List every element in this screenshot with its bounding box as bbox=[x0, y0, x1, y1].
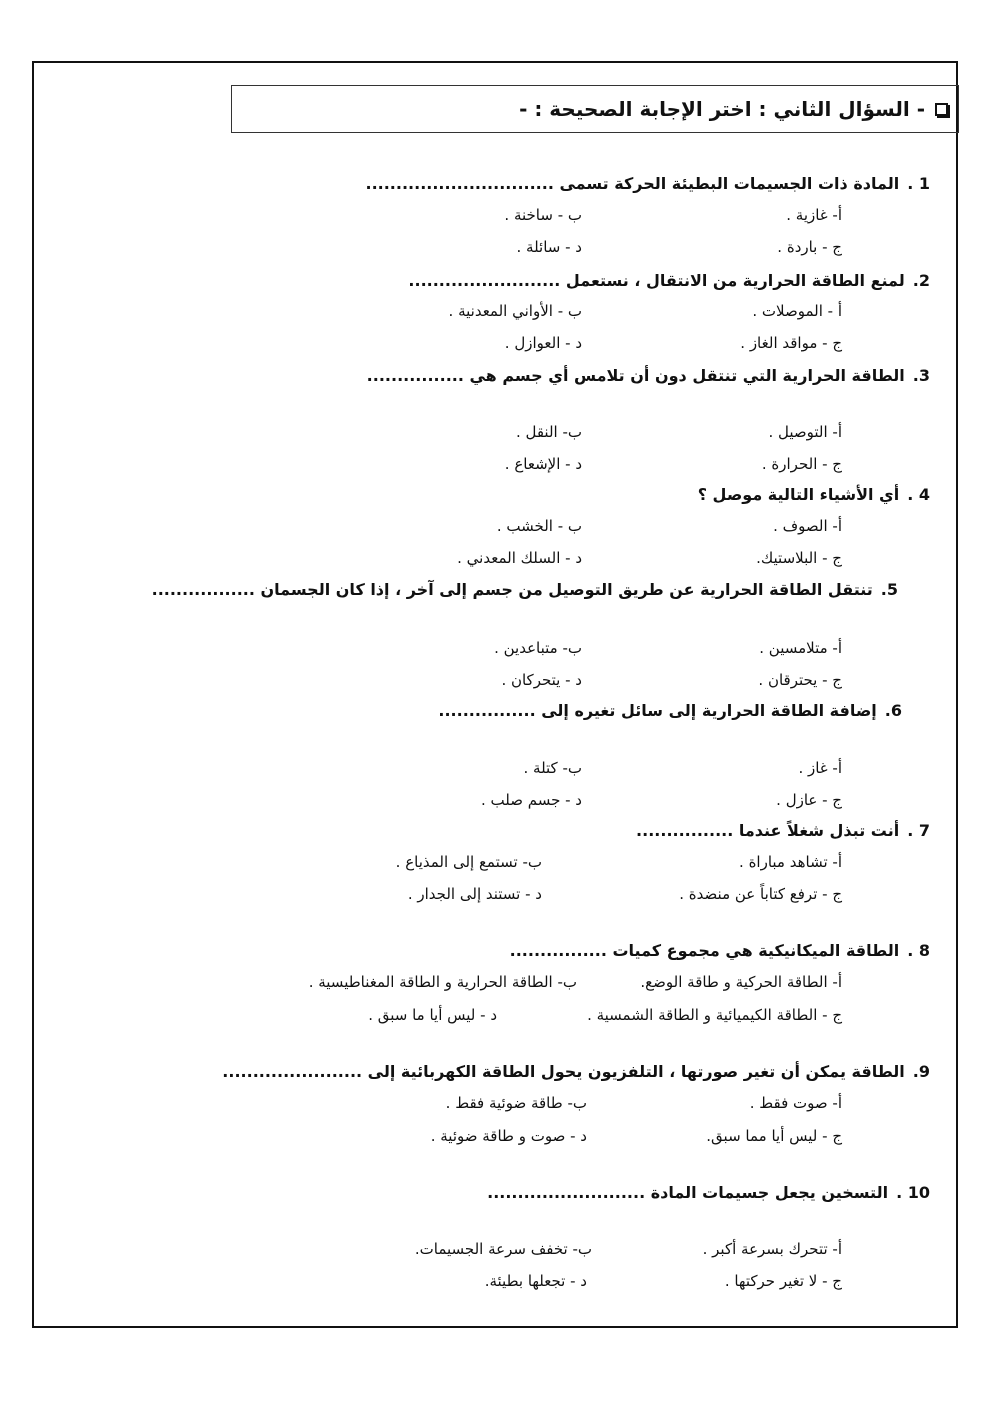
option-c[interactable]: ج - يحترقان . bbox=[758, 671, 842, 689]
option-b[interactable]: ب- طاقة ضوئية فقط . bbox=[445, 1094, 587, 1112]
option-a[interactable]: أ- الصوف . bbox=[773, 517, 842, 535]
option-c[interactable]: ج - البلاستيك. bbox=[756, 549, 842, 567]
option-a[interactable]: أ - الموصلات . bbox=[752, 302, 842, 320]
section-header bbox=[231, 85, 959, 133]
option-a[interactable]: أ- صوت فقط . bbox=[749, 1094, 842, 1112]
question-7 bbox=[636, 821, 930, 840]
option-b[interactable]: ب- متباعدين . bbox=[494, 639, 582, 657]
question-text: تنتقل الطاقة الحرارية عن طريق التوصيل من جسم إلى آخر ، إذا كان الجسمان ................. bbox=[151, 580, 873, 599]
question-number: 9. bbox=[912, 1062, 930, 1081]
checkbox-icon bbox=[935, 103, 948, 116]
option-d[interactable]: د - يتحركان . bbox=[501, 671, 582, 689]
question-number: 7 . bbox=[907, 821, 930, 840]
question-4 bbox=[698, 485, 930, 504]
question-number: 8 . bbox=[907, 941, 930, 960]
option-a[interactable]: أ- التوصيل . bbox=[768, 423, 842, 441]
question-text: الطاقة الميكانيكية هي مجموع كميات ................ bbox=[509, 941, 900, 960]
question-number: 2. bbox=[912, 271, 930, 290]
option-a[interactable]: أ- الطاقة الحركية و طاقة الوضع. bbox=[640, 973, 842, 991]
question-number: 1 . bbox=[907, 174, 930, 193]
option-b[interactable]: ب - ساخنة . bbox=[504, 206, 582, 224]
option-a[interactable]: أ- متلامسين . bbox=[759, 639, 842, 657]
option-b[interactable]: ب- الطاقة الحرارية و الطاقة المغناطيسية . bbox=[308, 973, 577, 991]
question-text: المادة ذات الجسيمات البطيئة الحركة تسمى ............................... bbox=[365, 174, 900, 193]
option-d[interactable]: د - ليس أيا ما سبق . bbox=[368, 1006, 497, 1024]
option-a[interactable]: أ- غاز . bbox=[798, 759, 842, 777]
option-c[interactable]: ج - عازل . bbox=[776, 791, 842, 809]
option-a[interactable]: أ- تتحرك بسرعة أكبر . bbox=[702, 1240, 842, 1258]
question-2 bbox=[408, 271, 930, 290]
option-c[interactable]: ج - ترفع كتاباً عن منضدة . bbox=[679, 885, 842, 903]
option-c[interactable]: ج - لا تغير حركتها . bbox=[724, 1272, 842, 1290]
option-c[interactable]: ج - الحرارة . bbox=[761, 455, 842, 473]
option-b[interactable]: ب - الأواني المعدنية . bbox=[448, 302, 582, 320]
option-c[interactable]: ج - ليس أيا مما سبق. bbox=[706, 1127, 842, 1145]
question-text: الطاقة الحرارية التي تنتقل دون أن تلامس أي جسم هي ................ bbox=[366, 366, 905, 385]
option-c[interactable]: ج - باردة . bbox=[777, 238, 842, 256]
question-3 bbox=[367, 366, 930, 385]
option-d[interactable]: د - الإشعاع . bbox=[504, 455, 582, 473]
option-c[interactable]: ج - مواقد الغاز . bbox=[740, 334, 842, 352]
option-b[interactable]: ب- تستمع إلى المذياع . bbox=[395, 853, 542, 871]
option-d[interactable]: د - تستند إلى الجدار . bbox=[407, 885, 542, 903]
question-text: إضافة الطاقة الحرارية إلى سائل تغيره إلى ................ bbox=[438, 701, 877, 720]
question-text: الطاقة يمكن أن تغير صورتها ، التلفزيون يحول الطاقة الكهربائية إلى ....................... bbox=[222, 1062, 905, 1081]
question-number: 4 . bbox=[907, 485, 930, 504]
question-5 bbox=[152, 580, 898, 599]
question-text: أي الأشياء التالية موصل ؟ bbox=[697, 485, 900, 504]
question-6 bbox=[438, 701, 902, 720]
option-b[interactable]: ب - الخشب . bbox=[496, 517, 582, 535]
question-number: 6. bbox=[884, 701, 902, 720]
question-text: أنت تبذل شغلاً عندما ................ bbox=[636, 821, 900, 840]
option-b[interactable]: ب- تخفف سرعة الجسيمات. bbox=[414, 1240, 592, 1258]
question-text: التسخين يجعل جسيمات المادة .......................... bbox=[487, 1183, 889, 1202]
question-number: 10 . bbox=[896, 1183, 930, 1202]
option-d[interactable]: د - سائلة . bbox=[516, 238, 582, 256]
option-d[interactable]: د - صوت و طاقة ضوئية . bbox=[430, 1127, 587, 1145]
question-1 bbox=[365, 174, 930, 193]
question-number: 5. bbox=[880, 580, 898, 599]
question-8 bbox=[510, 941, 930, 960]
question-9 bbox=[222, 1062, 930, 1081]
option-d[interactable]: د - السلك المعدني . bbox=[457, 549, 582, 567]
option-d[interactable]: د - تجعلها بطيئة. bbox=[484, 1272, 587, 1290]
question-number: 3. bbox=[912, 366, 930, 385]
question-text: لمنع الطاقة الحرارية من الانتقال ، نستعمل ......................... bbox=[408, 271, 905, 290]
option-a[interactable]: أ- تشاهد مباراة . bbox=[739, 853, 842, 871]
option-d[interactable]: د - جسم صلب . bbox=[480, 791, 582, 809]
option-d[interactable]: د - العوازل . bbox=[504, 334, 582, 352]
option-b[interactable]: ب- النقل . bbox=[515, 423, 582, 441]
option-b[interactable]: ب- كتلة . bbox=[523, 759, 582, 777]
question-10 bbox=[487, 1183, 930, 1202]
section-title: - السؤال الثاني : اختر الإجابة الصحيحة : - bbox=[519, 97, 925, 121]
option-c[interactable]: ج - الطاقة الكيميائية و الطاقة الشمسية . bbox=[587, 1006, 842, 1024]
option-a[interactable]: أ- غازية . bbox=[786, 206, 842, 224]
